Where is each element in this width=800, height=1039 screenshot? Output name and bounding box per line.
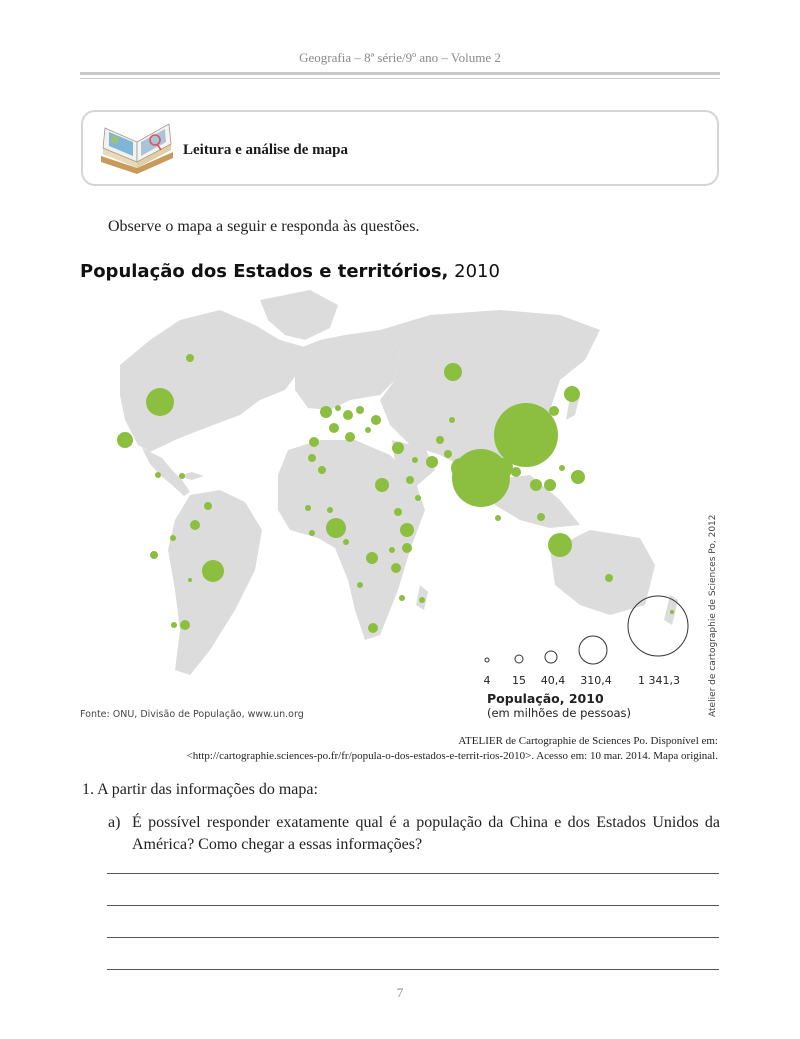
bubble-mexico xyxy=(117,432,133,448)
bubble-cameroon xyxy=(343,539,349,545)
header-rule-thin xyxy=(80,78,720,79)
bubble-iraq xyxy=(412,457,418,463)
bubble-madagascar xyxy=(419,597,425,603)
bubble-indonesia xyxy=(548,533,572,557)
bubble-pakistan xyxy=(451,458,471,478)
answer-line[interactable] xyxy=(107,873,719,874)
bubble-malaysia xyxy=(537,513,545,521)
bubble-bangladesh xyxy=(493,458,513,478)
bubble-egypt xyxy=(375,478,389,492)
bubble-ecuador xyxy=(170,535,176,541)
bubble-algeria xyxy=(318,466,326,474)
legend-circle-1341 xyxy=(628,596,688,656)
bubble-netherlands xyxy=(335,405,341,411)
bubble-thailand xyxy=(530,479,542,491)
bubble-newzealand xyxy=(670,610,674,614)
bubble-korea xyxy=(549,406,559,416)
legend-label: 15 xyxy=(512,674,526,687)
bubble-ghana xyxy=(309,530,315,536)
answer-line[interactable] xyxy=(107,937,719,938)
bubble-yemen xyxy=(415,495,421,501)
bubble-afghanistan xyxy=(444,450,452,458)
bubble-poland xyxy=(356,406,364,414)
legend-label: 1 341,3 xyxy=(638,674,680,687)
legend-title: População, 2010 xyxy=(487,691,604,706)
bubble-bolivia xyxy=(188,578,192,582)
bubble-uganda xyxy=(389,547,395,553)
bubble-russia xyxy=(444,363,462,381)
bubble-uzbekistan xyxy=(436,436,444,444)
bubble-iran xyxy=(426,456,438,468)
bubble-guatemala xyxy=(155,472,161,478)
bubble-myanmar xyxy=(511,467,521,477)
reference-line-1: ATELIER de Cartographie de Sciences Po. Disponível em: xyxy=(458,735,718,747)
bubble-usa xyxy=(146,388,174,416)
bubble-vietnam xyxy=(544,479,556,491)
bubble-ethiopia xyxy=(400,523,414,537)
legend-subtitle: (em milhões de pessoas) xyxy=(487,706,632,720)
bubble-angola xyxy=(357,582,363,588)
bubble-cuba xyxy=(179,473,185,479)
bubble-brazil xyxy=(202,560,224,582)
bubble-colombia xyxy=(190,520,200,530)
legend-label: 310,4 xyxy=(580,674,612,687)
bubble-philippines xyxy=(571,470,585,484)
bubble-india xyxy=(452,449,510,507)
map-title-main: População dos Estados e territórios, xyxy=(80,261,449,282)
bubble-mali xyxy=(305,505,311,511)
intro-text: Observe o mapa a seguir e responda às questões. xyxy=(108,218,420,235)
bubble-peru xyxy=(150,551,158,559)
greenland xyxy=(260,290,338,340)
bubble-venezuela xyxy=(204,502,212,510)
bubble-sudan xyxy=(394,508,402,516)
legend-circle-15 xyxy=(515,655,523,663)
bubble-tanzania xyxy=(391,563,401,573)
legend-circle-40 xyxy=(545,651,557,663)
bubble-japan xyxy=(564,386,580,402)
bubble-canada xyxy=(186,354,194,362)
reference-line-2: <http://cartographie.sciences-po.fr/fr/popula-o-dos-estados-e-territ-rios-2010>. Acesso em: 10 mar. 2014. Mapa original. xyxy=(186,750,718,762)
section-box xyxy=(81,110,719,186)
bubble-uk xyxy=(320,406,332,418)
bubble-nigeria xyxy=(326,518,346,538)
bubble-france xyxy=(329,423,339,433)
bubble-romania xyxy=(365,427,371,433)
running-header: Geografia – 8ª série/9º ano – Volume 2 xyxy=(299,50,501,65)
south-america xyxy=(168,490,262,675)
legend-circle-4 xyxy=(485,658,489,662)
question-text: É possível responder exatamente qual é a população da China e dos Estados Unidos da América? Como chegar a essas informações? xyxy=(132,814,720,853)
legend-circle-310 xyxy=(579,636,607,664)
bubble-chile xyxy=(171,622,177,628)
question-letter: a) xyxy=(108,814,121,831)
question-1: 1. A partir das informações do mapa: xyxy=(82,781,318,798)
section-title: Leitura e análise de mapa xyxy=(183,142,348,158)
bubble-taiwan xyxy=(559,465,565,471)
bubble-turkey xyxy=(392,442,404,454)
bubble-congo xyxy=(366,552,378,564)
map-credit: Atelier de cartographie de Sciences Po, 2012 xyxy=(708,514,718,717)
bubble-germany xyxy=(343,410,353,420)
bubble-argentina xyxy=(180,620,190,630)
bubble-china xyxy=(494,403,558,467)
answer-line[interactable] xyxy=(107,969,719,970)
bubble-saudi xyxy=(406,476,414,484)
bubble-niger xyxy=(327,507,333,513)
question-1a xyxy=(108,812,720,856)
bubble-australia xyxy=(605,574,613,582)
bubble-south-africa xyxy=(368,623,378,633)
bubble-spain xyxy=(309,437,319,447)
world-landmass xyxy=(120,290,678,675)
map-title xyxy=(80,261,500,282)
bubble-srilanka xyxy=(495,515,501,521)
bubble-nepal xyxy=(490,453,496,459)
header-rule xyxy=(80,72,720,75)
bubble-kenya xyxy=(402,543,412,553)
world-population-map xyxy=(80,280,720,720)
legend-label: 4 xyxy=(483,674,491,687)
bubble-ukraine xyxy=(371,415,381,425)
map-title-year: 2010 xyxy=(454,261,500,282)
central-america xyxy=(142,448,190,496)
bubble-mozambique xyxy=(399,595,405,601)
bubble-italy xyxy=(345,432,355,442)
map-source: Fonte: ONU, Divisão de População, www.un.org xyxy=(80,709,304,720)
answer-line[interactable] xyxy=(107,905,719,906)
page-number: 7 xyxy=(396,985,404,1000)
bubble-kazakhstan xyxy=(449,417,455,423)
open-book-icon xyxy=(97,118,177,174)
bubble-morocco xyxy=(308,454,316,462)
legend-label: 40,4 xyxy=(540,674,566,687)
